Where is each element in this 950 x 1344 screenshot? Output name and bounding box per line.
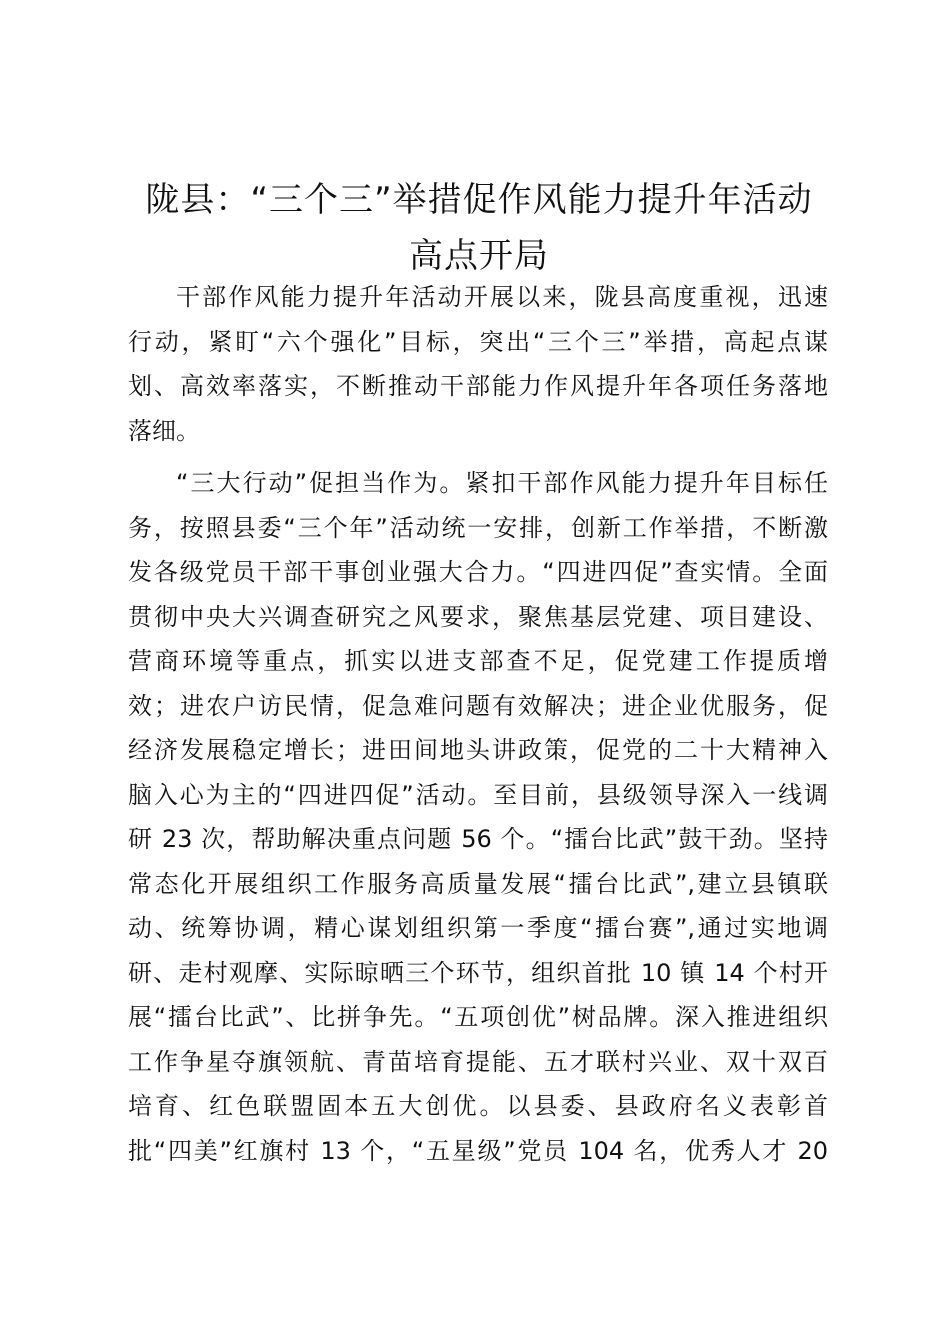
title-line-2: 高点开局 xyxy=(409,236,549,276)
text-line: 营商环境等重点，抓实以进支部查不足，促党建工作提质增 xyxy=(128,647,828,675)
title-line-1: 陇县：“三个三”举措促作风能力提升年活动 xyxy=(145,180,813,220)
text-line: 划、高效率落实，不断推动干部能力作风提升年各项任务落地 xyxy=(128,372,828,400)
text-line: 展“擂台比武”、比拼争先。“五项创优”树品牌。深入推进组织 xyxy=(128,1003,828,1031)
text-line: 落细。 xyxy=(128,416,200,445)
text-line: 动、统筹协调，精心谋划组织第一季度“擂台赛”,通过实地调 xyxy=(128,914,828,942)
text-line: 贯彻中央大兴调查研究之风要求，聚焦基层党建、项目建设、 xyxy=(128,602,828,631)
text-line: 效；进农户访民情，促急难问题有效解决；进企业优服务，促 xyxy=(128,691,828,720)
text-line: 批“四美”红旗村 13 个，“五星级”党员 104 名，优秀人才 20 xyxy=(128,1136,828,1165)
text-line: 经济发展稳定增长；进田间地头讲政策，促党的二十大精神入 xyxy=(128,736,828,764)
paragraph-three-actions xyxy=(128,461,828,1173)
text-line: 常态化开展组织工作服务高质量发展“擂台比武”,建立县镇联 xyxy=(128,869,828,898)
text-line: 工作争星夺旗领航、青苗培育提能、五才联村兴业、双十双百 xyxy=(128,1047,828,1076)
text-line: 研、走村观摩、实际晾晒三个环节，组织首批 10 镇 14 个村开 xyxy=(128,958,828,987)
text-line: 培育、红色联盟固本五大创优。以县委、县政府名义表彰首 xyxy=(128,1092,828,1120)
text-line: 发各级党员干部干事创业强大合力。“四进四促”查实情。全面 xyxy=(128,558,828,586)
text-line: 务，按照县委“三个年”活动统一安排，创新工作举措，不断激 xyxy=(128,513,828,542)
text-line: 行动，紧盯“六个强化”目标，突出“三个三”举措，高起点谋 xyxy=(128,327,828,356)
text-line: “三大行动”促担当作为。紧扣干部作风能力提升年目标任 xyxy=(176,469,828,497)
paragraph-intro xyxy=(128,275,828,453)
document-body xyxy=(128,275,828,1181)
text-line: 干部作风能力提升年活动开展以来，陇县高度重视，迅速 xyxy=(176,283,828,311)
text-line: 研 23 次，帮助解决重点问题 56 个。“擂台比武”鼓干劲。坚持 xyxy=(128,825,828,853)
text-line: 脑入心为主的“四进四促”活动。至目前，县级领导深入一线调 xyxy=(128,780,828,809)
document-title xyxy=(120,172,838,284)
